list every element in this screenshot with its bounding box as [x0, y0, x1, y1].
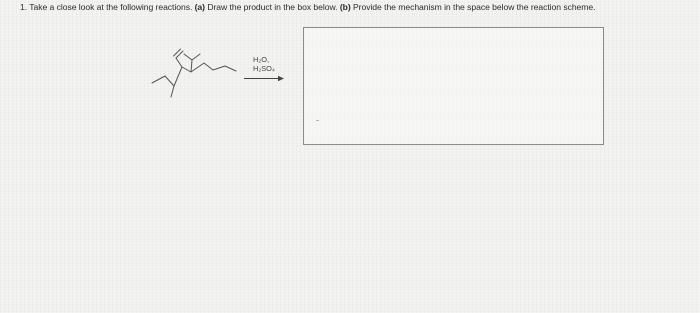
- part-a-text: Draw the product in the box below.: [204, 2, 340, 12]
- reagent-water: H₂O,: [253, 55, 270, 64]
- isopropyl-methyl-bond-left: [184, 54, 192, 60]
- part-a-label: (a): [194, 2, 205, 12]
- isopropyl-branch-bond: [191, 60, 192, 72]
- question-text: [20, 2, 595, 12]
- reaction-conditions: [243, 55, 291, 82]
- isopropyl-methyl-bond-right: [192, 54, 200, 60]
- part-b-text: Provide the mechanism in the space below the reaction scheme.: [350, 2, 596, 12]
- stray-mark: [316, 120, 319, 121]
- reaction-arrow-icon: [243, 75, 285, 82]
- product-answer-box[interactable]: [303, 27, 604, 145]
- vinyl-branch-bond: [176, 58, 182, 67]
- methyl-branch-bond: [171, 86, 174, 97]
- reagent-sulfuric-acid: H₂SO₄: [253, 64, 275, 73]
- question-prefix: 1. Take a close look at the following reactions.: [20, 2, 195, 12]
- part-b-label: (b): [339, 2, 351, 12]
- alkene-skeletal-structure: [145, 38, 240, 98]
- carbon-chain-bonds: [152, 63, 236, 86]
